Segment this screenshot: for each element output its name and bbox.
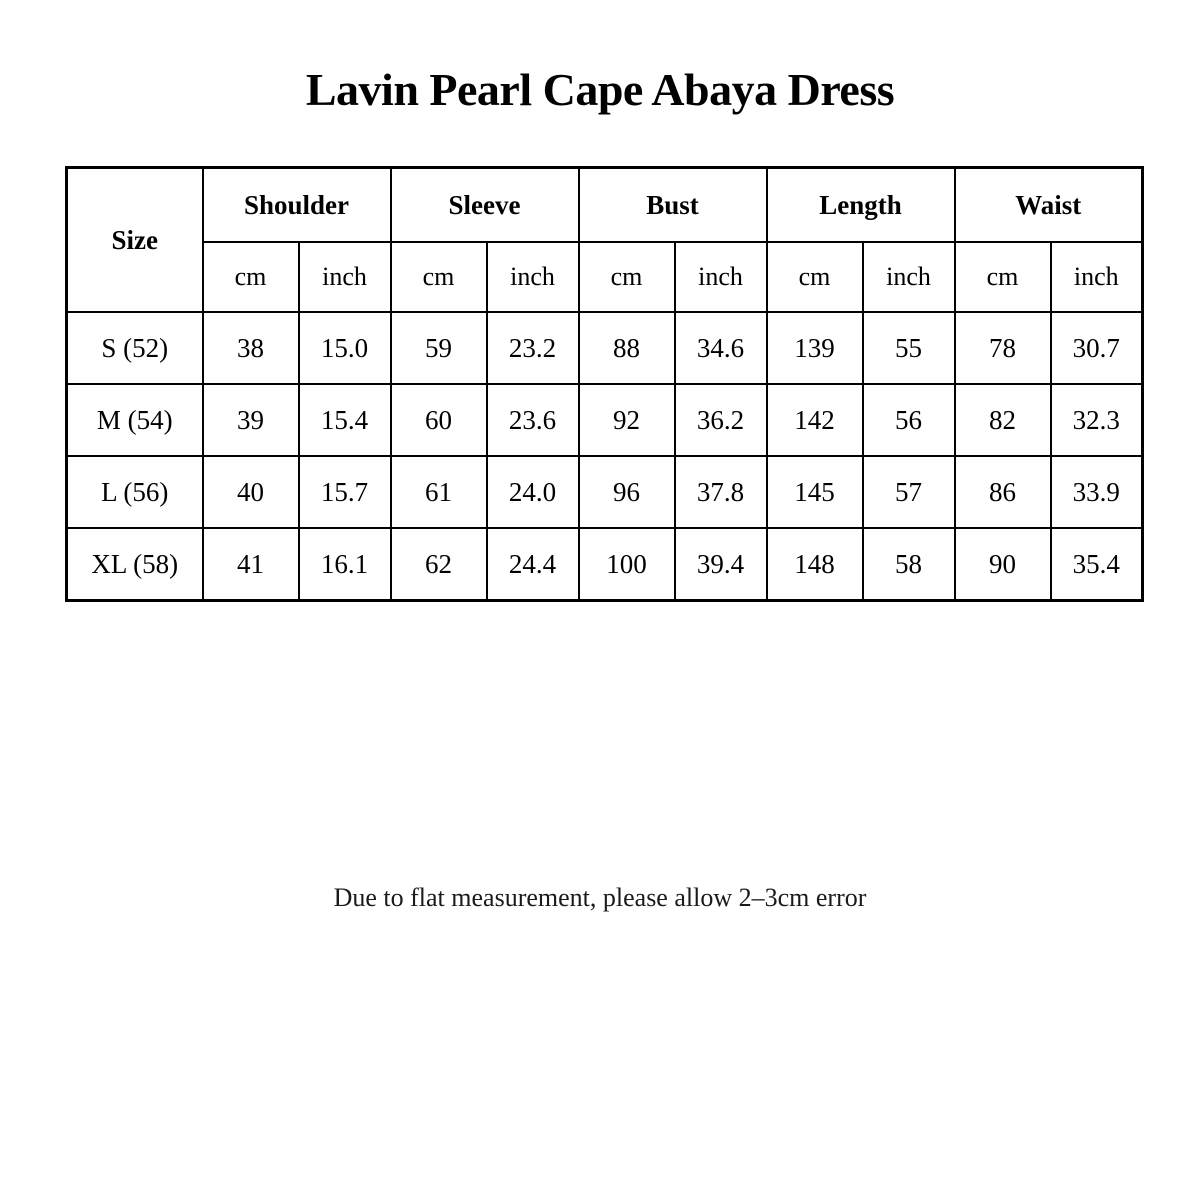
- cell-size: L (56): [67, 456, 203, 528]
- cell-sleeve-inch: 23.6: [487, 384, 579, 456]
- cell-shoulder-cm: 40: [203, 456, 299, 528]
- table-header-group-row: [67, 168, 1143, 243]
- column-group-header-bust: Bust: [579, 168, 767, 243]
- unit-header-waist-inch: inch: [1051, 242, 1143, 312]
- cell-length-cm: 139: [767, 312, 863, 384]
- cell-bust-cm: 88: [579, 312, 675, 384]
- cell-size: M (54): [67, 384, 203, 456]
- cell-shoulder-cm: 38: [203, 312, 299, 384]
- cell-sleeve-inch: 24.0: [487, 456, 579, 528]
- cell-size: S (52): [67, 312, 203, 384]
- cell-sleeve-cm: 59: [391, 312, 487, 384]
- cell-length-inch: 55: [863, 312, 955, 384]
- cell-shoulder-inch: 15.7: [299, 456, 391, 528]
- cell-waist-cm: 90: [955, 528, 1051, 601]
- column-group-header-shoulder: Shoulder: [203, 168, 391, 243]
- unit-header-sleeve-inch: inch: [487, 242, 579, 312]
- cell-waist-cm: 82: [955, 384, 1051, 456]
- cell-bust-inch: 39.4: [675, 528, 767, 601]
- cell-length-cm: 148: [767, 528, 863, 601]
- cell-waist-cm: 78: [955, 312, 1051, 384]
- table-row: [67, 384, 1143, 456]
- cell-bust-inch: 36.2: [675, 384, 767, 456]
- table-row: [67, 312, 1143, 384]
- unit-header-shoulder-cm: cm: [203, 242, 299, 312]
- cell-sleeve-cm: 60: [391, 384, 487, 456]
- column-group-header-waist: Waist: [955, 168, 1143, 243]
- cell-length-cm: 145: [767, 456, 863, 528]
- cell-sleeve-inch: 24.4: [487, 528, 579, 601]
- cell-waist-inch: 35.4: [1051, 528, 1143, 601]
- cell-length-inch: 58: [863, 528, 955, 601]
- cell-bust-inch: 37.8: [675, 456, 767, 528]
- cell-sleeve-cm: 62: [391, 528, 487, 601]
- cell-length-cm: 142: [767, 384, 863, 456]
- cell-waist-cm: 86: [955, 456, 1051, 528]
- unit-header-shoulder-inch: inch: [299, 242, 391, 312]
- cell-bust-inch: 34.6: [675, 312, 767, 384]
- cell-shoulder-inch: 16.1: [299, 528, 391, 601]
- table-body: [67, 312, 1143, 601]
- cell-length-inch: 56: [863, 384, 955, 456]
- cell-shoulder-inch: 15.0: [299, 312, 391, 384]
- column-header-size: Size: [67, 168, 203, 313]
- table-row: [67, 528, 1143, 601]
- unit-header-length-cm: cm: [767, 242, 863, 312]
- cell-length-inch: 57: [863, 456, 955, 528]
- cell-waist-inch: 33.9: [1051, 456, 1143, 528]
- measurement-disclaimer: Due to flat measurement, please allow 2–3cm error: [333, 883, 867, 912]
- cell-shoulder-cm: 39: [203, 384, 299, 456]
- cell-bust-cm: 96: [579, 456, 675, 528]
- unit-header-bust-inch: inch: [675, 242, 767, 312]
- size-chart-table-container: [65, 166, 1127, 602]
- unit-header-waist-cm: cm: [955, 242, 1051, 312]
- cell-size: XL (58): [67, 528, 203, 601]
- unit-header-length-inch: inch: [863, 242, 955, 312]
- page-title: Lavin Pearl Cape Abaya Dress: [305, 64, 895, 115]
- cell-shoulder-cm: 41: [203, 528, 299, 601]
- cell-waist-inch: 32.3: [1051, 384, 1143, 456]
- cell-shoulder-inch: 15.4: [299, 384, 391, 456]
- column-group-header-sleeve: Sleeve: [391, 168, 579, 243]
- column-group-header-length: Length: [767, 168, 955, 243]
- size-chart-table: [65, 166, 1144, 602]
- cell-bust-cm: 100: [579, 528, 675, 601]
- table-header: [67, 168, 1143, 313]
- unit-header-bust-cm: cm: [579, 242, 675, 312]
- unit-header-sleeve-cm: cm: [391, 242, 487, 312]
- table-row: [67, 456, 1143, 528]
- cell-waist-inch: 30.7: [1051, 312, 1143, 384]
- cell-sleeve-cm: 61: [391, 456, 487, 528]
- cell-sleeve-inch: 23.2: [487, 312, 579, 384]
- cell-bust-cm: 92: [579, 384, 675, 456]
- table-header-unit-row: [67, 242, 1143, 312]
